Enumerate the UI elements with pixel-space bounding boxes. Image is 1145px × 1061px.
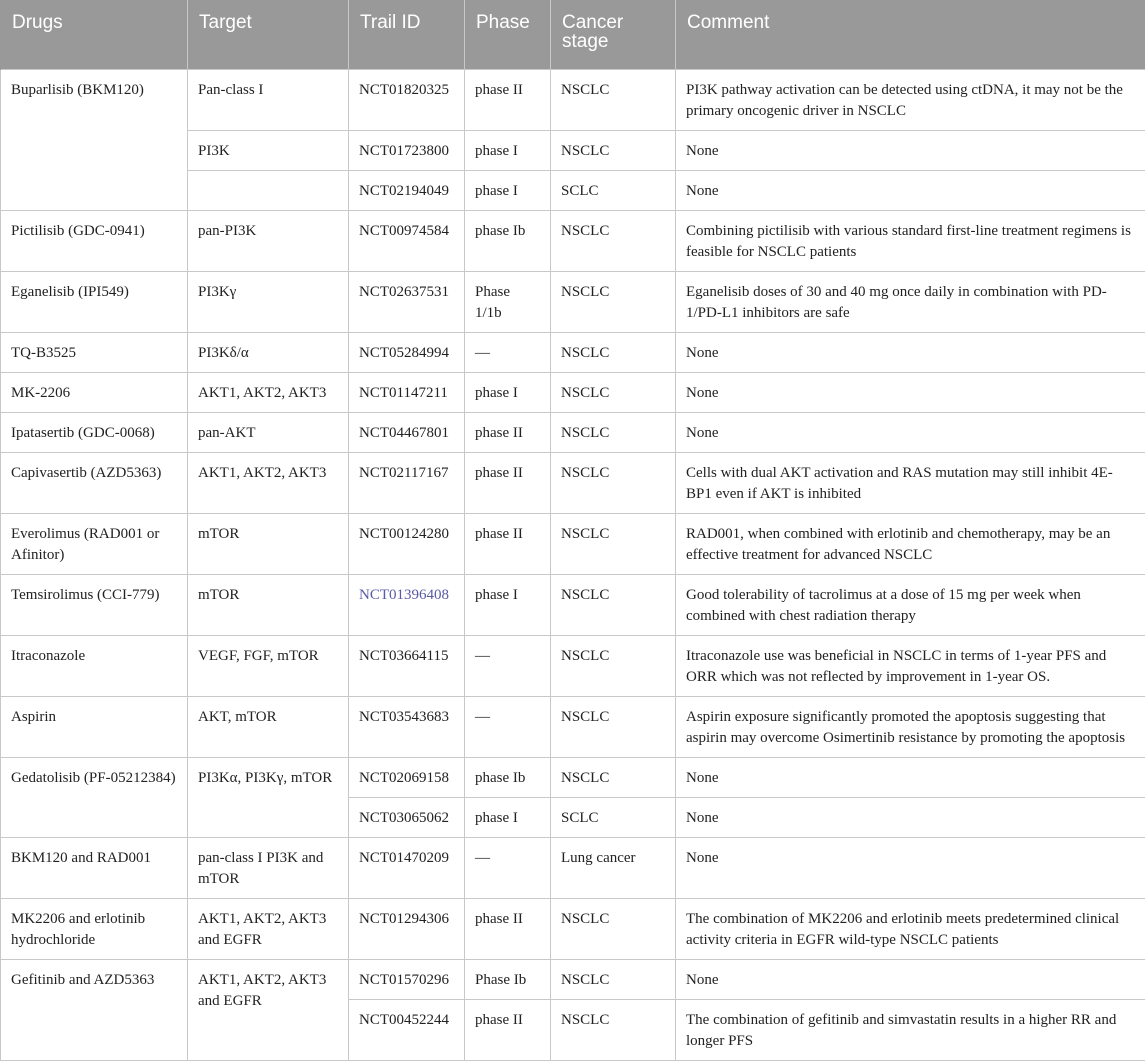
table-row: [1, 838, 1145, 899]
cell-drug: Temsirolimus (CCI-779): [1, 575, 188, 636]
cell-comment: None: [676, 960, 1145, 1000]
cell-phase: phase I: [465, 373, 551, 413]
table-row: [1, 70, 1145, 131]
cell-comment: The combination of gefitinib and simvastatin results in a higher RR and longer PFS: [676, 1000, 1145, 1061]
cell-phase: —: [465, 333, 551, 373]
cell-stage: NSCLC: [551, 514, 676, 575]
cell-stage: NSCLC: [551, 899, 676, 960]
cell-trial-id: NCT05284994: [349, 333, 465, 373]
cell-trial-id: NCT00452244: [349, 1000, 465, 1061]
cell-trial-id: NCT03065062: [349, 798, 465, 838]
cell-drug: BKM120 and RAD001: [1, 838, 188, 899]
cell-stage: NSCLC: [551, 960, 676, 1000]
cell-phase: phase I: [465, 171, 551, 211]
cell-trial-id: NCT02117167: [349, 453, 465, 514]
cell-stage: NSCLC: [551, 758, 676, 798]
cell-stage: NSCLC: [551, 413, 676, 453]
header-trial-id: Trail ID: [349, 0, 465, 70]
cell-drug: Ipatasertib (GDC-0068): [1, 413, 188, 453]
cell-comment: Eganelisib doses of 30 and 40 mg once daily in combination with PD-1/PD-L1 inhibitors are safe: [676, 272, 1145, 333]
cell-stage: NSCLC: [551, 272, 676, 333]
table-row: [1, 575, 1145, 636]
cell-comment: None: [676, 413, 1145, 453]
cell-target: VEGF, FGF, mTOR: [188, 636, 349, 697]
header-target: Target: [188, 0, 349, 70]
cell-trial-id: NCT03664115: [349, 636, 465, 697]
header-drugs: Drugs: [1, 0, 188, 70]
cell-target: pan-class I PI3K and mTOR: [188, 838, 349, 899]
table-row: [1, 636, 1145, 697]
cell-trial-id: NCT01294306: [349, 899, 465, 960]
cell-drug: MK2206 and erlotinib hydrochloride: [1, 899, 188, 960]
cell-drug: Buparlisib (BKM120): [1, 70, 188, 211]
cell-phase: Phase 1/1b: [465, 272, 551, 333]
cell-trial-id: NCT00974584: [349, 211, 465, 272]
cell-target: Pan-class I: [188, 70, 349, 131]
trial-id-link[interactable]: NCT01396408: [349, 575, 465, 636]
table-row: [1, 758, 1145, 798]
cell-stage: SCLC: [551, 171, 676, 211]
cell-comment: Itraconazole use was beneficial in NSCLC in terms of 1-year PFS and ORR which was not reflected by improvement in 1-year OS.: [676, 636, 1145, 697]
table-row: [1, 697, 1145, 758]
cell-drug: MK-2206: [1, 373, 188, 413]
table-row: [1, 272, 1145, 333]
table-row: [1, 453, 1145, 514]
cell-comment: Good tolerability of tacrolimus at a dose of 15 mg per week when combined with chest radiation therapy: [676, 575, 1145, 636]
cell-trial-id: NCT01470209: [349, 838, 465, 899]
cell-target: AKT1, AKT2, AKT3: [188, 453, 349, 514]
cell-trial-id: NCT01723800: [349, 131, 465, 171]
cell-stage: NSCLC: [551, 1000, 676, 1061]
cell-comment: None: [676, 373, 1145, 413]
cell-comment: None: [676, 131, 1145, 171]
cell-phase: phase Ib: [465, 211, 551, 272]
cell-target: AKT, mTOR: [188, 697, 349, 758]
cell-stage: NSCLC: [551, 333, 676, 373]
cell-phase: phase II: [465, 1000, 551, 1061]
cell-trial-id: NCT04467801: [349, 413, 465, 453]
table-row: [1, 413, 1145, 453]
cell-drug: Everolimus (RAD001 or Afinitor): [1, 514, 188, 575]
cell-trial-id: NCT01147211: [349, 373, 465, 413]
cell-drug: Gedatolisib (PF-05212384): [1, 758, 188, 838]
cell-stage: NSCLC: [551, 697, 676, 758]
cell-phase: phase I: [465, 131, 551, 171]
cell-stage: NSCLC: [551, 575, 676, 636]
cell-comment: The combination of MK2206 and erlotinib meets predetermined clinical activity criteria in EGFR wild-type NSCLC patients: [676, 899, 1145, 960]
cell-trial-id: NCT02637531: [349, 272, 465, 333]
cell-comment: PI3K pathway activation can be detected using ctDNA, it may not be the primary oncogenic driver in NSCLC: [676, 70, 1145, 131]
cell-phase: phase II: [465, 514, 551, 575]
cell-target: mTOR: [188, 575, 349, 636]
cell-target: AKT1, AKT2, AKT3 and EGFR: [188, 960, 349, 1061]
cell-target: pan-AKT: [188, 413, 349, 453]
cell-target: [188, 171, 349, 211]
table-row: [1, 960, 1145, 1000]
cell-target: AKT1, AKT2, AKT3 and EGFR: [188, 899, 349, 960]
cell-drug: Aspirin: [1, 697, 188, 758]
table-row: [1, 899, 1145, 960]
header-comment: Comment: [676, 0, 1145, 70]
cell-comment: None: [676, 838, 1145, 899]
cell-comment: Cells with dual AKT activation and RAS mutation may still inhibit 4E-BP1 even if AKT is inhibited: [676, 453, 1145, 514]
cell-stage: NSCLC: [551, 636, 676, 697]
cell-phase: phase II: [465, 70, 551, 131]
cell-comment: None: [676, 758, 1145, 798]
cell-target: PI3Kα, PI3Kγ, mTOR: [188, 758, 349, 838]
cell-trial-id: NCT03543683: [349, 697, 465, 758]
cell-phase: —: [465, 697, 551, 758]
cell-comment: None: [676, 798, 1145, 838]
header-phase: Phase: [465, 0, 551, 70]
cell-phase: phase I: [465, 575, 551, 636]
cell-phase: —: [465, 838, 551, 899]
cell-stage: NSCLC: [551, 373, 676, 413]
cell-stage: NSCLC: [551, 211, 676, 272]
cell-target: mTOR: [188, 514, 349, 575]
cell-comment: RAD001, when combined with erlotinib and chemotherapy, may be an effective treatment for advanced NSCLC: [676, 514, 1145, 575]
cell-drug: Capivasertib (AZD5363): [1, 453, 188, 514]
cell-stage: NSCLC: [551, 70, 676, 131]
cell-drug: Gefitinib and AZD5363: [1, 960, 188, 1061]
cell-phase: phase II: [465, 899, 551, 960]
cell-target: PI3K: [188, 131, 349, 171]
cell-phase: phase Ib: [465, 758, 551, 798]
cell-trial-id: NCT01820325: [349, 70, 465, 131]
cell-drug: Eganelisib (IPI549): [1, 272, 188, 333]
cell-drug: Itraconazole: [1, 636, 188, 697]
cell-comment: None: [676, 171, 1145, 211]
cell-target: AKT1, AKT2, AKT3: [188, 373, 349, 413]
header-row: [1, 0, 1145, 70]
cell-comment: Combining pictilisib with various standard first-line treatment regimens is feasible for NSCLC patients: [676, 211, 1145, 272]
table-row: [1, 211, 1145, 272]
cell-phase: —: [465, 636, 551, 697]
cell-trial-id: NCT02069158: [349, 758, 465, 798]
cell-trial-id: NCT01570296: [349, 960, 465, 1000]
cell-target: pan-PI3K: [188, 211, 349, 272]
cell-comment: None: [676, 333, 1145, 373]
cell-phase: phase II: [465, 413, 551, 453]
cell-target: PI3Kδ/α: [188, 333, 349, 373]
cell-phase: phase II: [465, 453, 551, 514]
cell-stage: SCLC: [551, 798, 676, 838]
cell-phase: phase I: [465, 798, 551, 838]
cell-trial-id: NCT00124280: [349, 514, 465, 575]
cell-stage: Lung cancer: [551, 838, 676, 899]
table-row: [1, 514, 1145, 575]
cell-target: PI3Kγ: [188, 272, 349, 333]
cell-drug: Pictilisib (GDC-0941): [1, 211, 188, 272]
cell-stage: NSCLC: [551, 453, 676, 514]
table-row: [1, 373, 1145, 413]
cell-comment: Aspirin exposure significantly promoted the apoptosis suggesting that aspirin may overcome Osimertinib resistance by promoting the apoptosis: [676, 697, 1145, 758]
header-cancer-stage: Cancer stage: [551, 0, 676, 70]
cell-phase: Phase Ib: [465, 960, 551, 1000]
cell-trial-id: NCT02194049: [349, 171, 465, 211]
cell-drug: TQ-B3525: [1, 333, 188, 373]
cell-stage: NSCLC: [551, 131, 676, 171]
table-row: [1, 333, 1145, 373]
